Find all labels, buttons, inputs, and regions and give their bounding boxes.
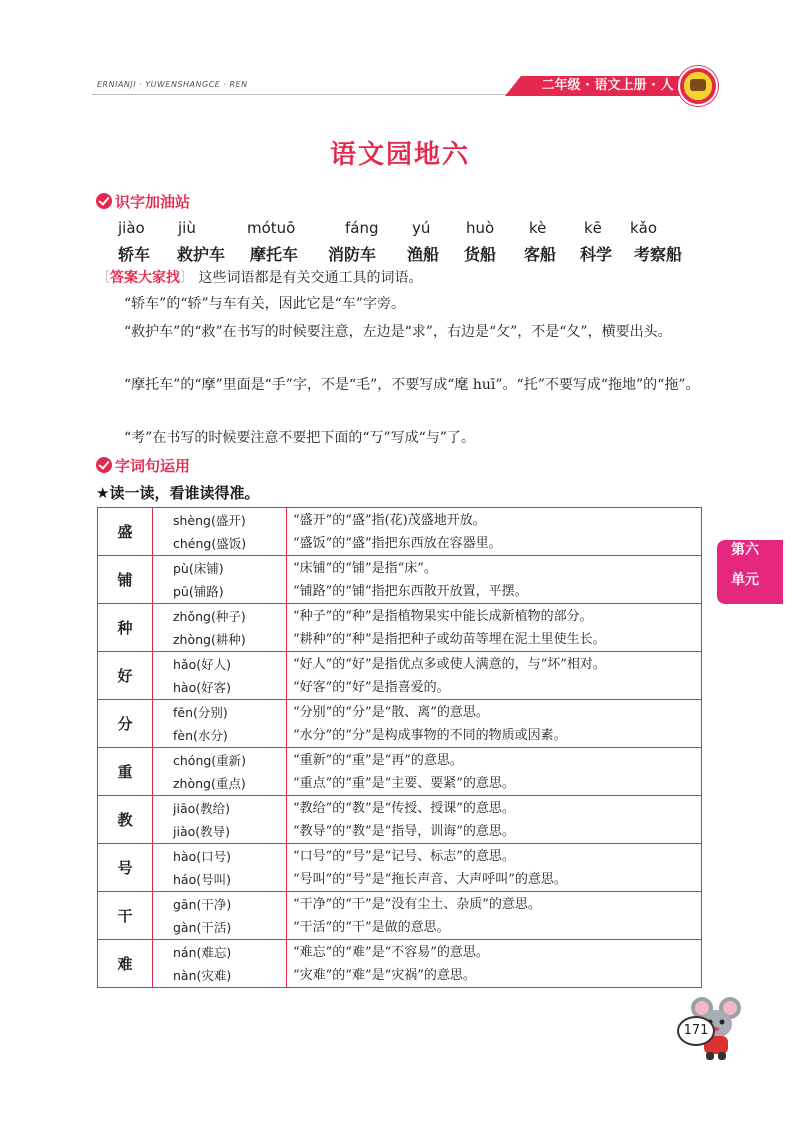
definition-text: “重点”的“重”是“主要、要紧”的意思。 — [293, 775, 515, 791]
polyphonic-character: 难 — [98, 940, 153, 988]
pinyin-item: yú — [412, 219, 431, 237]
unit-tab-line: 第六 — [731, 542, 759, 558]
pinyin-item: kē — [584, 219, 602, 237]
polyphonic-character: 种 — [98, 604, 153, 652]
table-row — [98, 700, 702, 748]
check-icon — [96, 193, 112, 209]
vocab-word: 客船 — [524, 245, 557, 264]
vocab-word: 轿车 — [118, 245, 151, 264]
pronunciation-cell — [153, 556, 287, 604]
table-row — [98, 508, 702, 556]
answer-line: 〔答案大家找〕 这些词语都是有关交通工具的词语。 — [96, 270, 423, 286]
pronunciation-text: nàn(灾难) — [173, 967, 232, 983]
pinyin-item: kǎo — [630, 219, 658, 237]
page-number: 171 — [677, 1016, 715, 1046]
pronunciation-cell — [153, 748, 287, 796]
definition-text: “耕种”的“种”是指把种子或幼苗等埋在泥土里使生长。 — [293, 631, 606, 647]
definition-text: “好人”的“好”是指优点多或使人满意的，与“坏”相对。 — [293, 656, 606, 672]
vocab-word: 渔船 — [407, 245, 440, 264]
pronunciation-text: nán(难忘) — [173, 944, 232, 960]
definition-text: “教给”的“教”是“传授、授课”的意思。 — [293, 800, 515, 816]
explanation-paragraph: “摩托车”的“摩”里面是“手”字，不是“毛”，不要写成“麾 huī”。“托”不要写成“拖地”的“拖”。 — [124, 377, 700, 393]
table-row — [98, 844, 702, 892]
section-heading-literacy — [96, 191, 190, 211]
pinyin-item: huò — [466, 219, 495, 237]
pronunciation-cell — [153, 652, 287, 700]
definition-text: “难忘”的“难”是“不容易”的意思。 — [293, 944, 489, 960]
page-title: 语文园地六 — [329, 140, 470, 170]
definition-cell — [287, 556, 702, 604]
table-row — [98, 556, 702, 604]
pinyin-item: kè — [529, 219, 547, 237]
vocab-word: 摩托车 — [250, 245, 299, 264]
definition-text: “好客”的“好”是指喜爱的。 — [293, 679, 450, 695]
explanation-paragraph: “救护车”的“救”在书写的时候要注意，左边是“求”，右边是“攵”，不是“夂”，横要出头。 — [124, 324, 672, 340]
section-heading-label: 字词句运用 — [115, 456, 191, 475]
definition-cell — [287, 940, 702, 988]
explanation-paragraph: “轿车”的“轿”与车有关，因此它是“车”字旁。 — [124, 296, 405, 312]
pronunciation-text: hǎo(好人) — [173, 656, 231, 672]
definition-text: “干净”的“干”是“没有尘土、杂质”的意思。 — [293, 896, 541, 912]
definition-text: “教导”的“教”是“指导，训诲”的意思。 — [293, 823, 515, 839]
pronunciation-cell — [153, 604, 287, 652]
definition-cell — [287, 796, 702, 844]
unit-tab-line: 单元 — [731, 572, 759, 588]
definition-cell — [287, 844, 702, 892]
polyphonic-character: 好 — [98, 652, 153, 700]
explanation-paragraph: “考”在书写的时候要注意不要把下面的“丂”写成“与”了。 — [124, 430, 475, 446]
polyphonic-character: 号 — [98, 844, 153, 892]
pronunciation-text: jiāo(教给) — [173, 800, 231, 816]
pronunciation-text: shèng(盛开) — [173, 512, 246, 528]
polyphonic-character: 教 — [98, 796, 153, 844]
table-row — [98, 796, 702, 844]
header-series-text: ERNIANJI · YUWENSHANGCE · REN — [97, 80, 248, 89]
answer-tag: 答案大家找 — [110, 270, 180, 286]
definition-text: “干活”的“干”是做的意思。 — [293, 919, 450, 935]
definition-cell — [287, 604, 702, 652]
answer-intro: 这些词语都是有关交通工具的词语。 — [198, 270, 423, 286]
check-icon — [96, 457, 112, 473]
definition-cell — [287, 892, 702, 940]
pinyin-item: jiù — [178, 219, 196, 237]
header-book-title: 二年级 · 语文上册 · 人 — [541, 78, 674, 93]
definition-cell — [287, 508, 702, 556]
pronunciation-text: gān(干净) — [173, 896, 232, 912]
vocab-word: 科学 — [580, 245, 613, 264]
polyphonic-character: 铺 — [98, 556, 153, 604]
definition-cell — [287, 652, 702, 700]
definition-text: “号叫”的“号”是“拖长声音、大声呼叫”的意思。 — [293, 871, 567, 887]
pronunciation-cell — [153, 940, 287, 988]
vocab-word: 考察船 — [634, 245, 683, 264]
pinyin-item: jiào — [118, 219, 145, 237]
pronunciation-text: jiào(教导) — [173, 823, 231, 839]
definition-text: “盛开”的“盛”指(花)茂盛地开放。 — [293, 512, 486, 528]
pronunciation-cell — [153, 700, 287, 748]
table-row — [98, 652, 702, 700]
polyphonic-table — [97, 507, 702, 988]
pronunciation-text: hào(好客) — [173, 679, 231, 695]
definition-text: “重新”的“重”是“再”的意思。 — [293, 752, 463, 768]
pronunciation-cell — [153, 508, 287, 556]
section-heading-label: 识字加油站 — [115, 192, 191, 211]
pronunciation-text: gàn(干活) — [173, 919, 232, 935]
vocab-word: 救护车 — [177, 245, 226, 264]
header-rule — [92, 94, 512, 95]
vocab-word: 货船 — [464, 245, 497, 264]
section-heading-usage — [96, 455, 190, 475]
pronunciation-text: chéng(盛饭) — [173, 535, 247, 551]
unit-side-tab — [717, 540, 783, 604]
pronunciation-cell — [153, 844, 287, 892]
pronunciation-text: fèn(水分) — [173, 727, 228, 743]
header-badge-icon — [678, 66, 718, 106]
definition-text: “口号”的“号”是“记号、标志”的意思。 — [293, 848, 515, 864]
table-row — [98, 892, 702, 940]
task-instruction: ★读一读，看谁读得准。 — [96, 484, 260, 502]
polyphonic-character: 分 — [98, 700, 153, 748]
pronunciation-cell — [153, 892, 287, 940]
pronunciation-text: háo(号叫) — [173, 871, 231, 887]
polyphonic-character: 盛 — [98, 508, 153, 556]
definition-text: “水分”的“分”是构成事物的不同的物质或因素。 — [293, 727, 567, 743]
vocab-word: 消防车 — [328, 245, 377, 264]
definition-text: “床铺”的“铺”是指“床”。 — [293, 560, 437, 576]
definition-text: “盛饭”的“盛”指把东西放在容器里。 — [293, 535, 502, 551]
pinyin-item: mótuō — [247, 219, 296, 237]
definition-text: “灾难”的“难”是“灾祸”的意思。 — [293, 967, 476, 983]
pronunciation-text: pù(床铺) — [173, 560, 224, 576]
pinyin-item: fáng — [345, 219, 379, 237]
pronunciation-text: chóng(重新) — [173, 752, 247, 768]
definition-text: “铺路”的“铺”指把东西散开放置，平摆。 — [293, 583, 528, 599]
table-row — [98, 604, 702, 652]
definition-cell — [287, 748, 702, 796]
table-row — [98, 748, 702, 796]
definition-text: “种子”的“种”是指植物果实中能长成新植物的部分。 — [293, 608, 593, 624]
pronunciation-text: pū(铺路) — [173, 583, 224, 599]
pronunciation-text: zhǒng(种子) — [173, 608, 246, 624]
pronunciation-text: fēn(分别) — [173, 704, 228, 720]
pronunciation-text: hào(口号) — [173, 848, 231, 864]
polyphonic-character: 干 — [98, 892, 153, 940]
pronunciation-text: zhòng(重点) — [173, 775, 246, 791]
table-row — [98, 940, 702, 988]
pronunciation-text: zhòng(耕种) — [173, 631, 246, 647]
polyphonic-character: 重 — [98, 748, 153, 796]
definition-cell — [287, 700, 702, 748]
definition-text: “分别”的“分”是“散、离”的意思。 — [293, 704, 489, 720]
pronunciation-cell — [153, 796, 287, 844]
